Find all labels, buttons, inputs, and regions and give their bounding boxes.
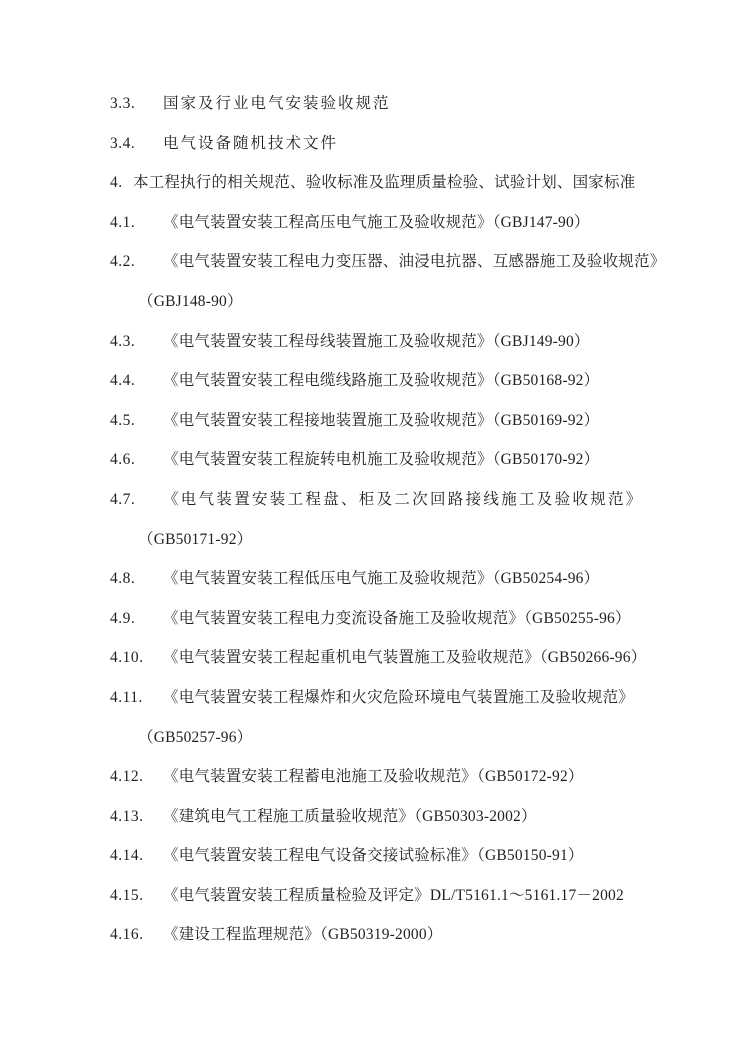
doc-line (110, 361, 684, 401)
doc-line (110, 718, 684, 758)
item-title: 《电气装置安装工程起重机电气装置施工及验收规范》 (163, 649, 540, 667)
doc-line (110, 84, 684, 124)
item-code: （GB50266-96） (539, 649, 647, 667)
item-number: 4.6. (110, 451, 136, 469)
item-title: 《电气装置安装工程电缆线路施工及验收规范》 (163, 372, 493, 390)
item-number: 4.14. (110, 847, 144, 865)
item-number: 4.1. (110, 213, 136, 231)
item-number: 3.3. (110, 95, 136, 112)
item-title: 本工程执行的相关规范、验收标准及监理质量检验、试验计划、国家标准 (133, 174, 636, 192)
item-number: 4.12. (110, 768, 144, 786)
item-code: （GBJ148-90） (138, 292, 243, 310)
doc-line (110, 124, 684, 164)
doc-line (110, 638, 684, 678)
item-title: 《电气装置安装工程高压电气施工及验收规范》 (163, 213, 493, 231)
item-code: （GB50319-2000） (320, 926, 443, 944)
doc-line (110, 915, 684, 955)
item-number: 3.4. (110, 134, 136, 152)
item-number: 4.8. (110, 570, 136, 588)
item-number: 4.13. (110, 807, 144, 825)
item-title: 《电气装置安装工程电力变流设备施工及验收规范》 (163, 609, 525, 627)
doc-line (110, 836, 684, 876)
item-code: （GBJ147-90） (492, 213, 590, 231)
item-number: 4.11. (110, 688, 143, 706)
item-code: （GB50171-92） (138, 530, 253, 548)
item-code: （GB50150-91） (477, 847, 584, 865)
doc-line (110, 242, 684, 282)
item-code: （GB50257-96） (138, 728, 253, 746)
item-title: 《电气装置安装工程爆炸和火灾危险环境电气装置施工及验收规范》 (163, 688, 635, 706)
item-title: 《电气装置安装工程旋转电机施工及验收规范》 (163, 451, 493, 469)
item-number: 4.3. (110, 332, 136, 350)
item-title: 《电气装置安装工程低压电气施工及验收规范》 (163, 570, 493, 588)
item-title: 电气设备随机技术文件 (163, 134, 339, 152)
item-code: （GB50303-2002） (414, 807, 537, 825)
doc-line (110, 322, 684, 362)
item-code: （GB50255-96） (524, 609, 631, 627)
doc-line (110, 203, 684, 243)
item-number: 4. (110, 174, 123, 192)
doc-line (110, 163, 684, 203)
item-number: 4.7. (110, 490, 136, 508)
doc-line (110, 876, 684, 916)
item-title: 《建筑电气工程施工质量验收规范》 (163, 807, 415, 825)
item-number: 4.2. (110, 253, 136, 271)
item-code: DL/T5161.1～5161.17－2002 (429, 886, 624, 904)
item-code: （GB50169-92） (492, 411, 600, 429)
doc-line (110, 757, 684, 797)
item-title: 《电气装置安装工程质量检验及评定》 (163, 886, 430, 904)
item-title: 国家及行业电气安装验收规范 (163, 95, 391, 112)
doc-line (110, 440, 684, 480)
item-code: （GB50170-92） (492, 451, 600, 469)
item-title: 《电气装置安装工程蓄电池施工及验收规范》 (163, 768, 478, 786)
item-code: （GB50168-92） (492, 372, 600, 390)
item-number: 4.15. (110, 886, 144, 904)
item-number: 4.10. (110, 649, 144, 667)
item-title: 《电气装置安装工程接地装置施工及验收规范》 (163, 411, 493, 429)
doc-line (110, 599, 684, 639)
item-title: 《电气装置安装工程电力变压器、油浸电抗器、互感器施工及验收规范》 (163, 253, 666, 271)
doc-line (110, 559, 684, 599)
item-number: 4.9. (110, 609, 136, 627)
doc-line (110, 520, 684, 560)
document-body (110, 84, 684, 955)
item-code: （GBJ149-90） (492, 332, 590, 350)
item-number: 4.16. (110, 926, 144, 944)
item-title: 《电气装置安装工程母线装置施工及验收规范》 (163, 332, 493, 350)
item-code: （GB50172-92） (477, 768, 584, 786)
item-number: 4.4. (110, 372, 136, 390)
doc-line (110, 797, 684, 837)
item-title: 《电气装置安装工程盘、柜及二次回路接线施工及验收规范》 (163, 490, 644, 508)
item-title: 《电气装置安装工程电气设备交接试验标准》 (163, 847, 478, 865)
doc-line (110, 678, 684, 718)
item-code: （GB50254-96） (492, 570, 600, 588)
item-number: 4.5. (110, 411, 136, 429)
doc-line (110, 480, 684, 520)
doc-line (110, 282, 684, 322)
item-title: 《建设工程监理规范》 (163, 926, 321, 944)
doc-line (110, 401, 684, 441)
